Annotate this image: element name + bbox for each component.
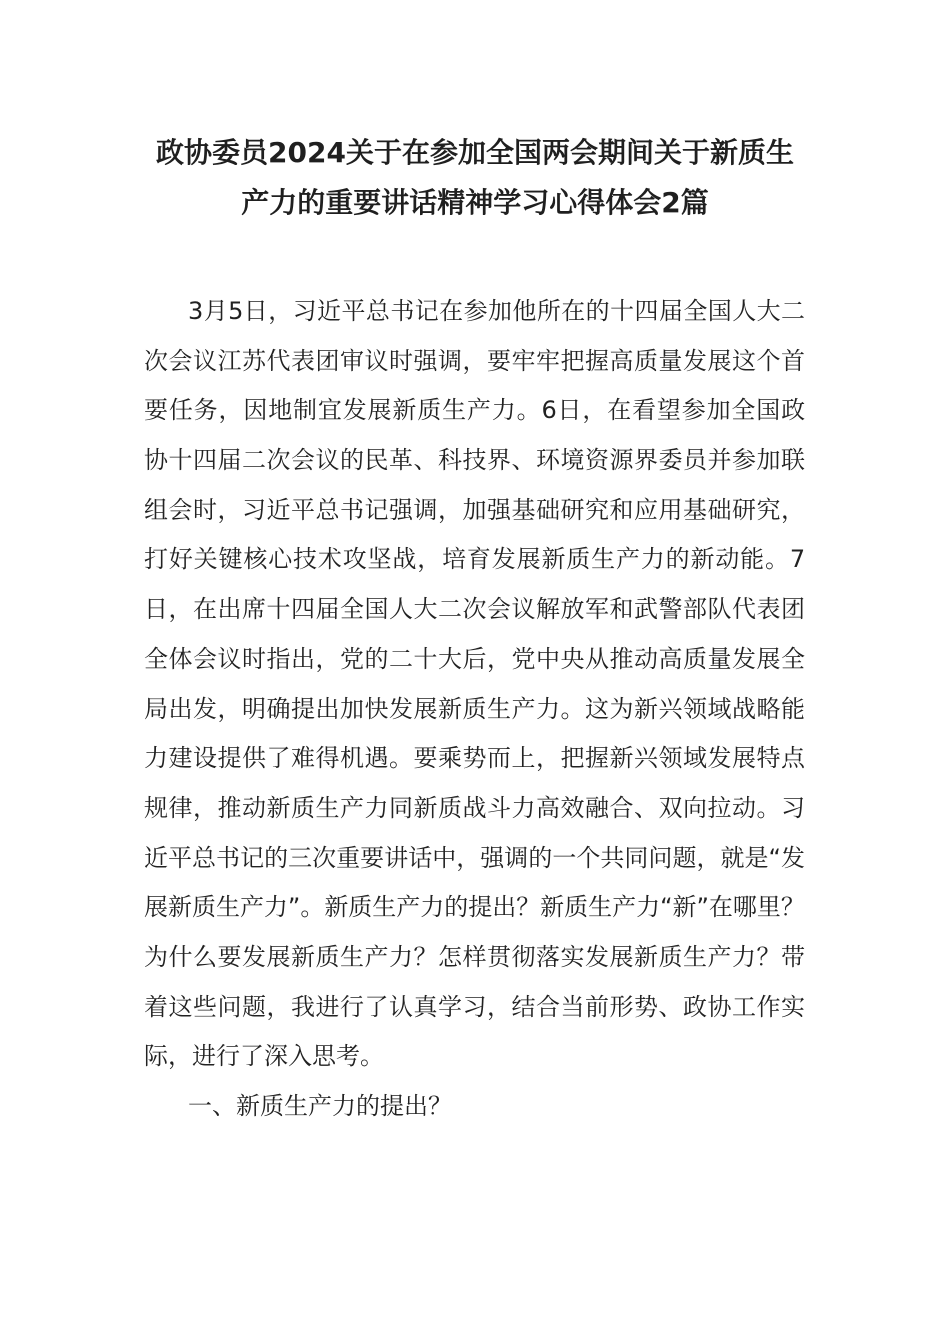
paragraph-line: 组会时，习近平总书记强调，加强基础研究和应用基础研究， xyxy=(144,495,806,524)
paragraph-line: 近平总书记的三次重要讲话中，强调的一个共同问题，就是“发 xyxy=(144,843,805,872)
paragraph-intro xyxy=(144,287,814,1082)
title-line-1: 政协委员2024关于在参加全国两会期间关于新质生 xyxy=(156,136,794,169)
paragraph-line: 为什么要发展新质生产力？怎样贯彻落实发展新质生产力？带 xyxy=(144,942,806,971)
document-body xyxy=(144,287,814,1132)
paragraph-line: 着这些问题，我进行了认真学习，结合当前形势、政协工作实 xyxy=(144,992,806,1021)
paragraph-line: 日，在出席十四届全国人大二次会议解放军和武警部队代表团 xyxy=(144,595,806,624)
paragraph-line: 协十四届二次会议的民革、科技界、环境资源界委员并参加联 xyxy=(144,446,806,475)
paragraph-line: 3月5日，习近平总书记在参加他所在的十四届全国人大二 xyxy=(188,297,806,325)
paragraph-line: 际，进行了深入思考。 xyxy=(144,1042,384,1071)
paragraph-line: 打好关键核心技术攻坚战，培育发展新质生产力的新动能。7 xyxy=(144,545,806,574)
title-line-2: 产力的重要讲话精神学习心得体会2篇 xyxy=(241,186,709,219)
section-heading: 一、新质生产力的提出？ xyxy=(188,1092,452,1120)
paragraph-line: 规律，推动新质生产力同新质战斗力高效融合、双向拉动。习 xyxy=(144,793,806,822)
paragraph-line: 局出发，明确提出加快发展新质生产力。这为新兴领域战略能 xyxy=(144,694,806,723)
paragraph-line: 次会议江苏代表团审议时强调，要牢牢把握高质量发展这个首 xyxy=(144,346,806,375)
document-title xyxy=(100,128,850,228)
paragraph-line: 要任务，因地制宜发展新质生产力。6日，在看望参加全国政 xyxy=(144,396,806,425)
paragraph-line: 展新质生产力”。新质生产力的提出？新质生产力“新”在哪里？ xyxy=(144,893,805,922)
paragraph-line: 全体会议时指出，党的二十大后，党中央从推动高质量发展全 xyxy=(144,644,806,673)
paragraph-line: 力建设提供了难得机遇。要乘势而上，把握新兴领域发展特点 xyxy=(144,744,806,773)
